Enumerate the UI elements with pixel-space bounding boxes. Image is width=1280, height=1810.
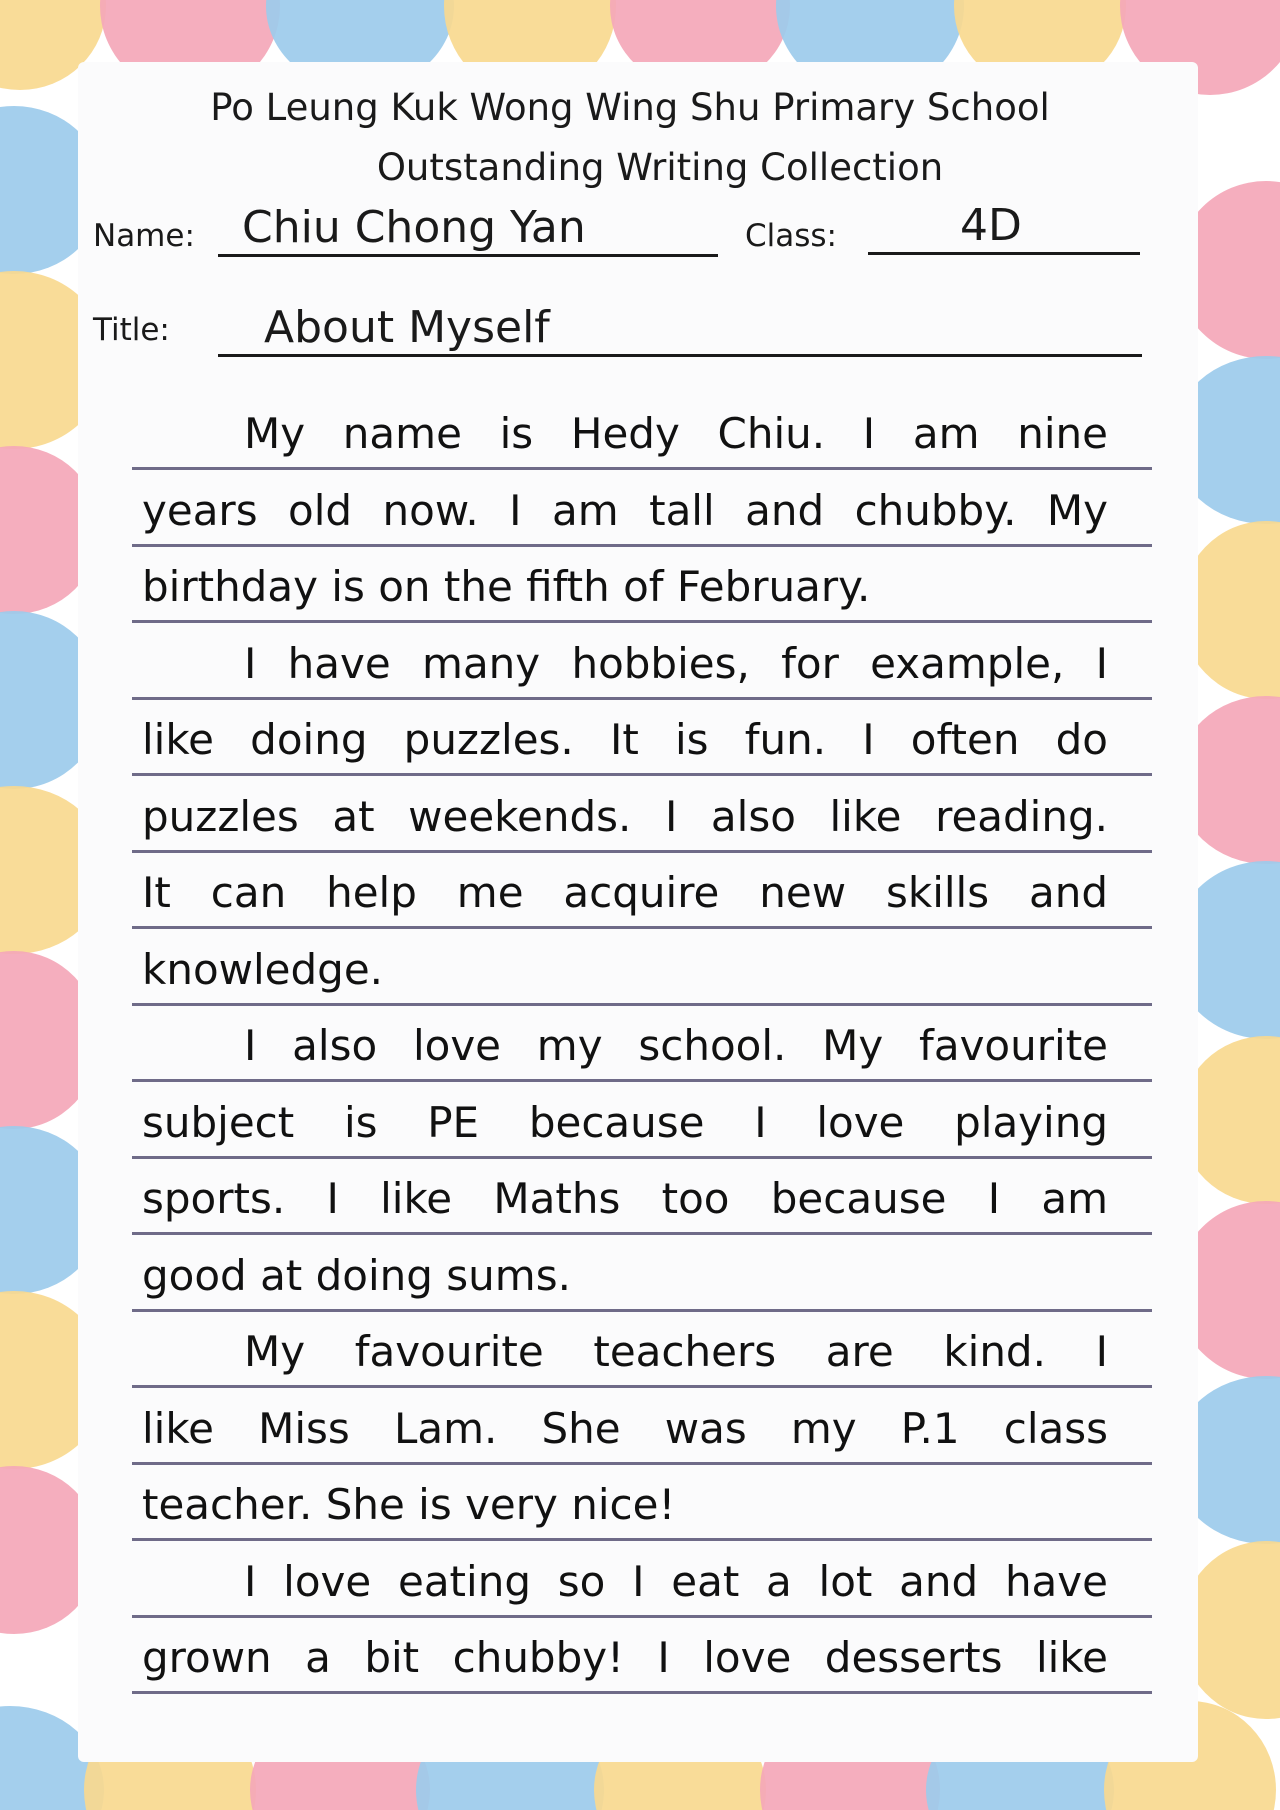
essay-line — [132, 1327, 1152, 1388]
essay-line — [132, 1250, 1152, 1312]
class-value: 4D — [868, 200, 1140, 255]
name-label: Name: — [93, 218, 195, 254]
essay-line-text: I have many hobbies, for example, I — [244, 638, 1108, 688]
essay-line-text: good at doing sums. — [142, 1250, 571, 1300]
essay-line-text: My name is Hedy Chiu. I am nine — [244, 409, 1108, 458]
essay-line — [132, 791, 1152, 853]
essay-line-text: sports. I like Maths too because I am — [142, 1174, 1108, 1223]
school-name: Po Leung Kuk Wong Wing Shu Primary School — [210, 86, 1050, 129]
title-label: Title: — [93, 312, 170, 348]
essay-line-text: knowledge. — [142, 944, 384, 994]
essay-line — [132, 868, 1152, 929]
class-label: Class: — [745, 218, 838, 254]
name-value: Chiu Chong Yan — [218, 202, 718, 257]
essay-line — [132, 715, 1152, 776]
essay-line-text: I love eating so I eat a lot and have — [244, 1556, 1108, 1606]
essay-line — [132, 1097, 1152, 1159]
essay-line-text: like doing puzzles. It is fun. I often do — [142, 715, 1108, 764]
essay-line-text: My favourite teachers are kind. I — [244, 1327, 1108, 1376]
essay-line — [132, 1403, 1152, 1465]
essay-line-text: like Miss Lam. She was my P.1 class — [142, 1403, 1108, 1453]
essay-line — [132, 1480, 1152, 1541]
collection-name: Outstanding Writing Collection — [376, 146, 944, 189]
essay-line — [132, 1556, 1152, 1618]
essay-line-text: teacher. She is very nice! — [142, 1480, 676, 1529]
essay-line-text: It can help me acquire new skills and — [142, 868, 1108, 917]
essay-line — [132, 638, 1152, 700]
essay-line-text: subject is PE because I love playing — [142, 1097, 1108, 1147]
essay-line-text: I also love my school. My favourite — [244, 1021, 1108, 1070]
essay-line — [132, 1633, 1152, 1694]
essay-line-text: grown a bit chubby! I love desserts like — [142, 1633, 1108, 1682]
essay-line — [132, 1021, 1152, 1082]
essay-line-text: puzzles at weekends. I also like reading. — [142, 791, 1108, 841]
essay-line — [132, 944, 1152, 1006]
essay-line — [132, 1174, 1152, 1235]
essay-line — [132, 485, 1152, 547]
essay-line — [132, 409, 1152, 470]
title-value: About Myself — [218, 302, 1142, 357]
essay-line-text: birthday is on the fifth of February. — [142, 562, 871, 611]
essay-line — [132, 562, 1152, 623]
essay-line-text: years old now. I am tall and chubby. My — [142, 485, 1108, 535]
